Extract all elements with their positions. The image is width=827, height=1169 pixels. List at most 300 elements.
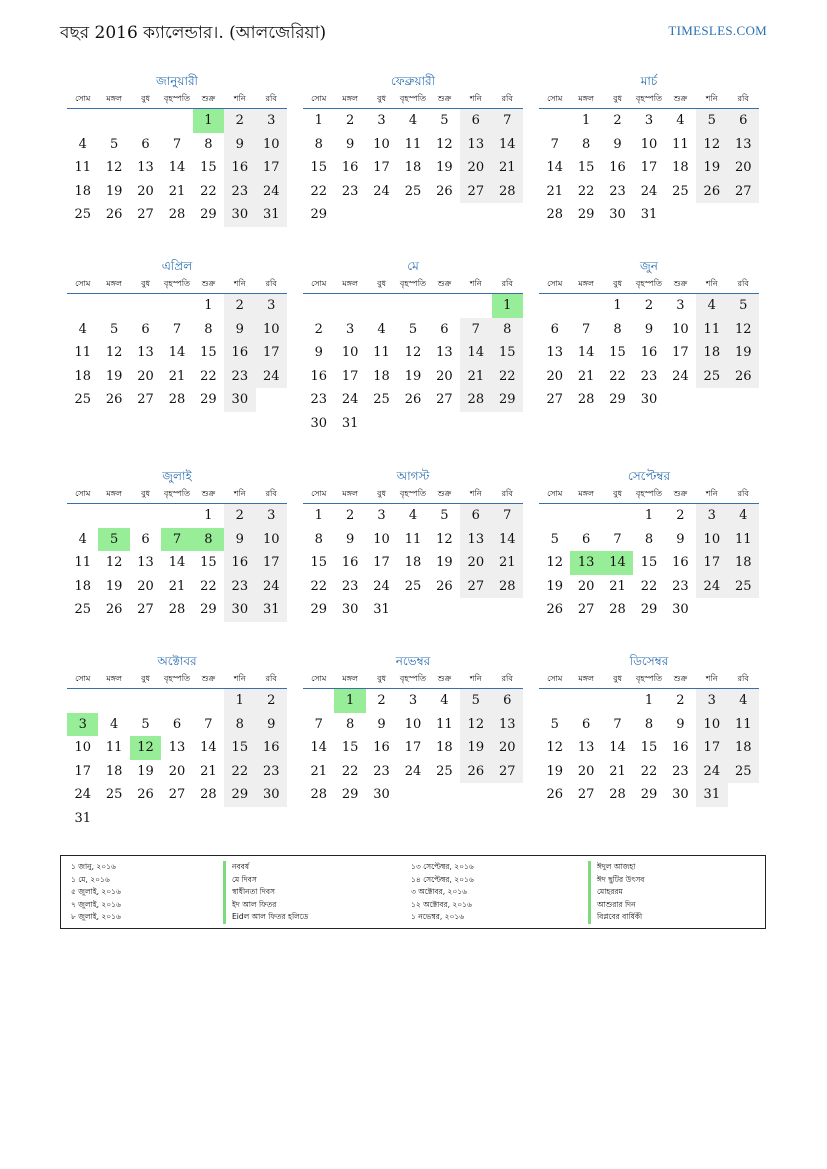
day-cell[interactable]: 1: [204, 298, 213, 313]
day-cell[interactable]: 1: [644, 693, 654, 708]
day-cell[interactable]: 24: [256, 575, 287, 599]
day-cell[interactable]: 27: [577, 602, 595, 617]
day-cell[interactable]: 12: [404, 345, 422, 360]
day-cell[interactable]: 3: [345, 321, 355, 337]
day-cell[interactable]: 26: [436, 578, 453, 594]
day-cell[interactable]: 19: [105, 578, 123, 594]
day-cell[interactable]: 7: [172, 136, 182, 152]
day-cell[interactable]: 17: [696, 736, 727, 760]
day-cell[interactable]: 10: [696, 528, 727, 552]
day-cell[interactable]: 12: [546, 740, 563, 755]
day-cell[interactable]: 22: [492, 365, 523, 389]
day-cell[interactable]: 10: [672, 321, 689, 337]
day-cell[interactable]: 4: [728, 689, 759, 713]
day-cell[interactable]: 28: [609, 787, 626, 802]
holiday-day-cell[interactable]: 14: [602, 551, 633, 575]
day-cell[interactable]: 7: [613, 531, 622, 547]
day-cell[interactable]: 7: [613, 716, 622, 732]
day-cell[interactable]: 5: [109, 136, 119, 152]
day-cell[interactable]: 25: [728, 575, 759, 599]
day-cell[interactable]: 15: [200, 160, 217, 175]
day-cell[interactable]: 6: [581, 531, 591, 547]
day-cell[interactable]: 4: [408, 113, 418, 128]
day-cell[interactable]: 22: [200, 578, 217, 594]
day-cell[interactable]: 4: [109, 716, 119, 732]
day-cell[interactable]: 27: [168, 787, 186, 802]
day-cell[interactable]: 30: [341, 602, 359, 617]
day-cell[interactable]: 24: [640, 183, 658, 199]
day-cell[interactable]: 2: [224, 109, 255, 133]
day-cell[interactable]: 14: [168, 345, 186, 360]
day-cell[interactable]: 19: [137, 763, 154, 779]
day-cell[interactable]: 7: [314, 716, 323, 732]
day-cell[interactable]: 30: [224, 388, 255, 412]
day-cell[interactable]: 23: [224, 365, 255, 389]
day-cell[interactable]: 30: [640, 392, 658, 407]
day-cell[interactable]: 5: [440, 113, 449, 128]
day-cell[interactable]: 26: [105, 602, 123, 617]
day-cell[interactable]: 7: [492, 109, 523, 133]
day-cell[interactable]: 13: [137, 555, 154, 570]
day-cell[interactable]: 28: [609, 602, 626, 617]
day-cell[interactable]: 7: [460, 318, 491, 342]
day-cell[interactable]: 25: [696, 365, 727, 389]
day-cell[interactable]: 26: [696, 180, 727, 204]
day-cell[interactable]: 13: [436, 345, 453, 360]
day-cell[interactable]: 14: [609, 740, 626, 755]
day-cell[interactable]: 17: [373, 160, 390, 175]
day-cell[interactable]: 30: [609, 207, 626, 222]
day-cell[interactable]: 2: [224, 504, 255, 528]
day-cell[interactable]: 20: [728, 156, 759, 180]
day-cell[interactable]: 2: [613, 113, 622, 128]
day-cell[interactable]: 19: [546, 763, 563, 779]
day-cell[interactable]: 15: [310, 555, 327, 570]
day-cell[interactable]: 11: [728, 528, 759, 552]
day-cell[interactable]: 12: [460, 713, 491, 737]
day-cell[interactable]: 12: [436, 136, 453, 152]
day-cell[interactable]: 19: [436, 555, 453, 570]
day-cell[interactable]: 14: [460, 341, 491, 365]
day-cell[interactable]: 16: [609, 160, 626, 175]
day-cell[interactable]: 29: [224, 783, 255, 807]
day-cell[interactable]: 28: [310, 787, 327, 802]
day-cell[interactable]: 10: [256, 528, 287, 552]
day-cell[interactable]: 10: [373, 136, 390, 152]
day-cell[interactable]: 4: [728, 504, 759, 528]
day-cell[interactable]: 13: [168, 740, 186, 755]
day-cell[interactable]: 4: [78, 321, 87, 337]
day-cell[interactable]: 16: [224, 156, 255, 180]
day-cell[interactable]: 8: [613, 321, 622, 337]
day-cell[interactable]: 16: [672, 555, 689, 570]
day-cell[interactable]: 11: [672, 136, 689, 152]
day-cell[interactable]: 5: [550, 531, 559, 547]
day-cell[interactable]: 14: [546, 160, 563, 175]
day-cell[interactable]: 15: [609, 345, 626, 360]
day-cell[interactable]: 12: [436, 531, 453, 547]
day-cell[interactable]: 31: [373, 602, 390, 617]
day-cell[interactable]: 22: [310, 578, 327, 594]
day-cell[interactable]: 5: [550, 716, 559, 732]
day-cell[interactable]: 30: [672, 602, 689, 617]
day-cell[interactable]: 24: [341, 392, 359, 407]
day-cell[interactable]: 7: [204, 716, 213, 732]
day-cell[interactable]: 5: [728, 294, 759, 318]
day-cell[interactable]: 6: [172, 716, 182, 732]
day-cell[interactable]: 22: [341, 763, 359, 779]
day-cell[interactable]: 24: [256, 365, 287, 389]
day-cell[interactable]: 28: [492, 180, 523, 204]
day-cell[interactable]: 6: [141, 321, 150, 337]
day-cell[interactable]: 9: [314, 345, 323, 360]
day-cell[interactable]: 17: [696, 551, 727, 575]
day-cell[interactable]: 30: [373, 787, 390, 802]
day-cell[interactable]: 21: [546, 183, 563, 199]
day-cell[interactable]: 23: [373, 763, 390, 779]
day-cell[interactable]: 29: [310, 207, 327, 222]
day-cell[interactable]: 25: [74, 602, 91, 617]
day-cell[interactable]: 8: [644, 716, 654, 732]
day-cell[interactable]: 31: [256, 203, 287, 227]
day-cell[interactable]: 8: [314, 136, 323, 152]
day-cell[interactable]: 1: [314, 113, 323, 128]
day-cell[interactable]: 14: [168, 555, 186, 570]
day-cell[interactable]: 11: [74, 555, 91, 570]
day-cell[interactable]: 4: [696, 294, 727, 318]
day-cell[interactable]: 22: [200, 183, 217, 199]
day-cell[interactable]: 23: [672, 578, 689, 594]
day-cell[interactable]: 27: [577, 787, 595, 802]
day-cell[interactable]: 27: [436, 392, 453, 407]
day-cell[interactable]: 16: [310, 368, 327, 384]
day-cell[interactable]: 17: [256, 156, 287, 180]
day-cell[interactable]: 4: [78, 136, 87, 152]
day-cell[interactable]: 14: [577, 345, 595, 360]
day-cell[interactable]: 11: [373, 345, 390, 360]
day-cell[interactable]: 9: [676, 531, 685, 547]
day-cell[interactable]: 17: [373, 555, 390, 570]
day-cell[interactable]: 26: [546, 602, 563, 617]
day-cell[interactable]: 18: [672, 160, 689, 175]
day-cell[interactable]: 21: [168, 368, 186, 384]
day-cell[interactable]: 27: [546, 392, 563, 407]
day-cell[interactable]: 23: [224, 575, 255, 599]
day-cell[interactable]: 10: [341, 345, 359, 360]
day-cell[interactable]: 21: [577, 368, 595, 384]
day-cell[interactable]: 16: [224, 341, 255, 365]
day-cell[interactable]: 27: [137, 207, 154, 222]
day-cell[interactable]: 9: [256, 713, 287, 737]
day-cell[interactable]: 22: [224, 760, 255, 784]
day-cell[interactable]: 8: [581, 136, 591, 152]
day-cell[interactable]: 14: [492, 133, 523, 157]
day-cell[interactable]: 28: [546, 207, 563, 222]
day-cell[interactable]: 4: [78, 531, 87, 547]
day-cell[interactable]: 5: [460, 689, 491, 713]
day-cell[interactable]: 15: [577, 160, 595, 175]
day-cell[interactable]: 24: [256, 180, 287, 204]
day-cell[interactable]: 20: [137, 368, 154, 384]
day-cell[interactable]: 25: [74, 392, 91, 407]
day-cell[interactable]: 16: [373, 740, 390, 755]
day-cell[interactable]: 12: [105, 555, 123, 570]
day-cell[interactable]: 26: [728, 365, 759, 389]
day-cell[interactable]: 15: [310, 160, 327, 175]
day-cell[interactable]: 5: [408, 321, 418, 337]
day-cell[interactable]: 18: [728, 551, 759, 575]
day-cell[interactable]: 17: [256, 551, 287, 575]
day-cell[interactable]: 8: [224, 713, 255, 737]
day-cell[interactable]: 8: [314, 531, 323, 547]
day-cell[interactable]: 25: [404, 183, 422, 199]
holiday-day-cell[interactable]: 1: [193, 109, 224, 133]
day-cell[interactable]: 4: [377, 321, 386, 337]
day-cell[interactable]: 23: [640, 368, 658, 384]
day-cell[interactable]: 3: [696, 504, 727, 528]
day-cell[interactable]: 7: [581, 321, 591, 337]
day-cell[interactable]: 21: [168, 183, 186, 199]
day-cell[interactable]: 20: [460, 156, 491, 180]
day-cell[interactable]: 13: [460, 133, 491, 157]
day-cell[interactable]: 3: [696, 689, 727, 713]
day-cell[interactable]: 22: [200, 368, 217, 384]
day-cell[interactable]: 2: [676, 508, 685, 523]
day-cell[interactable]: 11: [404, 136, 422, 152]
day-cell[interactable]: 30: [224, 203, 255, 227]
day-cell[interactable]: 10: [74, 740, 91, 755]
day-cell[interactable]: 20: [436, 368, 453, 384]
day-cell[interactable]: 6: [141, 136, 150, 152]
holiday-day-cell[interactable]: 3: [67, 713, 98, 737]
day-cell[interactable]: 2: [345, 113, 355, 128]
day-cell[interactable]: 17: [640, 160, 658, 175]
day-cell[interactable]: 16: [341, 555, 359, 570]
brand-logo[interactable]: TIMESLES.COM: [668, 23, 767, 38]
day-cell[interactable]: 23: [672, 763, 689, 779]
day-cell[interactable]: 6: [460, 504, 491, 528]
day-cell[interactable]: 25: [373, 392, 390, 407]
day-cell[interactable]: 3: [676, 298, 685, 313]
day-cell[interactable]: 27: [137, 392, 154, 407]
day-cell[interactable]: 11: [74, 160, 91, 175]
day-cell[interactable]: 29: [200, 602, 217, 617]
day-cell[interactable]: 27: [460, 180, 491, 204]
day-cell[interactable]: 1: [204, 508, 213, 523]
day-cell[interactable]: 29: [310, 602, 327, 617]
day-cell[interactable]: 1: [644, 508, 654, 523]
day-cell[interactable]: 15: [640, 555, 658, 570]
day-cell[interactable]: 20: [137, 183, 154, 199]
day-cell[interactable]: 21: [460, 365, 491, 389]
day-cell[interactable]: 15: [200, 555, 217, 570]
day-cell[interactable]: 11: [74, 345, 91, 360]
day-cell[interactable]: 13: [577, 740, 595, 755]
day-cell[interactable]: 19: [105, 368, 123, 384]
day-cell[interactable]: 13: [546, 345, 563, 360]
day-cell[interactable]: 2: [256, 689, 287, 713]
day-cell[interactable]: 21: [609, 578, 626, 594]
day-cell[interactable]: 1: [613, 298, 622, 313]
day-cell[interactable]: 16: [224, 551, 255, 575]
day-cell[interactable]: 14: [168, 160, 186, 175]
day-cell[interactable]: 30: [224, 598, 255, 622]
day-cell[interactable]: 18: [74, 578, 91, 594]
day-cell[interactable]: 26: [105, 207, 123, 222]
holiday-day-cell[interactable]: 12: [130, 736, 161, 760]
day-cell[interactable]: 24: [696, 575, 727, 599]
day-cell[interactable]: 8: [492, 318, 523, 342]
day-cell[interactable]: 22: [310, 183, 327, 199]
day-cell[interactable]: 23: [609, 183, 626, 199]
day-cell[interactable]: 3: [408, 693, 418, 708]
day-cell[interactable]: 5: [696, 109, 727, 133]
day-cell[interactable]: 27: [728, 180, 759, 204]
day-cell[interactable]: 26: [436, 183, 453, 199]
day-cell[interactable]: 11: [105, 740, 123, 755]
day-cell[interactable]: 6: [728, 109, 759, 133]
holiday-day-cell[interactable]: 1: [334, 689, 365, 713]
day-cell[interactable]: 6: [581, 716, 591, 732]
day-cell[interactable]: 29: [200, 392, 217, 407]
day-cell[interactable]: 10: [373, 531, 390, 547]
day-cell[interactable]: 2: [314, 321, 323, 337]
day-cell[interactable]: 25: [105, 787, 123, 802]
holiday-day-cell[interactable]: 13: [570, 551, 601, 575]
day-cell[interactable]: 5: [109, 321, 119, 337]
day-cell[interactable]: 2: [676, 693, 685, 708]
day-cell[interactable]: 6: [440, 321, 449, 337]
day-cell[interactable]: 13: [137, 160, 154, 175]
day-cell[interactable]: 19: [460, 736, 491, 760]
day-cell[interactable]: 20: [168, 763, 186, 779]
day-cell[interactable]: 8: [204, 136, 213, 152]
day-cell[interactable]: 15: [224, 736, 255, 760]
day-cell[interactable]: 11: [696, 318, 727, 342]
day-cell[interactable]: 18: [404, 160, 422, 175]
day-cell[interactable]: 24: [404, 763, 422, 779]
day-cell[interactable]: 22: [640, 578, 658, 594]
day-cell[interactable]: 23: [256, 760, 287, 784]
day-cell[interactable]: 14: [310, 740, 327, 755]
day-cell[interactable]: 27: [137, 602, 154, 617]
day-cell[interactable]: 15: [200, 345, 217, 360]
day-cell[interactable]: 9: [224, 318, 255, 342]
day-cell[interactable]: 3: [377, 508, 386, 523]
day-cell[interactable]: 29: [640, 787, 658, 802]
day-cell[interactable]: 23: [341, 578, 359, 594]
day-cell[interactable]: 15: [492, 341, 523, 365]
day-cell[interactable]: 7: [172, 321, 182, 337]
day-cell[interactable]: 28: [168, 207, 186, 222]
day-cell[interactable]: 6: [460, 109, 491, 133]
day-cell[interactable]: 29: [577, 207, 595, 222]
day-cell[interactable]: 18: [696, 341, 727, 365]
day-cell[interactable]: 9: [613, 136, 622, 152]
day-cell[interactable]: 1: [314, 508, 323, 523]
day-cell[interactable]: 30: [672, 787, 689, 802]
day-cell[interactable]: 11: [728, 713, 759, 737]
day-cell[interactable]: 22: [640, 763, 658, 779]
day-cell[interactable]: 24: [696, 760, 727, 784]
day-cell[interactable]: 25: [672, 183, 689, 199]
day-cell[interactable]: 25: [436, 763, 453, 779]
day-cell[interactable]: 6: [492, 689, 523, 713]
day-cell[interactable]: 12: [696, 133, 727, 157]
day-cell[interactable]: 30: [256, 783, 287, 807]
day-cell[interactable]: 7: [550, 136, 559, 152]
day-cell[interactable]: 29: [492, 388, 523, 412]
holiday-day-cell[interactable]: 5: [98, 528, 129, 552]
day-cell[interactable]: 2: [377, 693, 386, 708]
day-cell[interactable]: 28: [168, 392, 186, 407]
day-cell[interactable]: 9: [345, 136, 355, 152]
day-cell[interactable]: 18: [74, 183, 91, 199]
day-cell[interactable]: 5: [440, 508, 449, 523]
day-cell[interactable]: 13: [137, 345, 154, 360]
day-cell[interactable]: 28: [200, 787, 217, 802]
day-cell[interactable]: 13: [728, 133, 759, 157]
day-cell[interactable]: 3: [256, 294, 287, 318]
day-cell[interactable]: 19: [546, 578, 563, 594]
day-cell[interactable]: 23: [341, 183, 359, 199]
day-cell[interactable]: 17: [672, 345, 689, 360]
day-cell[interactable]: 18: [728, 736, 759, 760]
day-cell[interactable]: 6: [141, 531, 150, 547]
day-cell[interactable]: 8: [204, 321, 213, 337]
day-cell[interactable]: 9: [345, 531, 355, 547]
day-cell[interactable]: 20: [137, 578, 154, 594]
day-cell[interactable]: 10: [256, 133, 287, 157]
day-cell[interactable]: 23: [310, 392, 327, 407]
day-cell[interactable]: 4: [408, 508, 418, 523]
day-cell[interactable]: 20: [546, 368, 563, 384]
day-cell[interactable]: 21: [492, 156, 523, 180]
day-cell[interactable]: 27: [460, 575, 491, 599]
day-cell[interactable]: 21: [492, 551, 523, 575]
day-cell[interactable]: 23: [224, 180, 255, 204]
day-cell[interactable]: 10: [404, 716, 422, 732]
day-cell[interactable]: 20: [460, 551, 491, 575]
day-cell[interactable]: 18: [74, 368, 91, 384]
day-cell[interactable]: 22: [577, 183, 595, 199]
day-cell[interactable]: 9: [644, 321, 654, 337]
day-cell[interactable]: 13: [460, 528, 491, 552]
day-cell[interactable]: 1: [581, 113, 591, 128]
day-cell[interactable]: 9: [224, 133, 255, 157]
day-cell[interactable]: 19: [696, 156, 727, 180]
day-cell[interactable]: 24: [672, 368, 689, 384]
day-cell[interactable]: 13: [492, 713, 523, 737]
day-cell[interactable]: 26: [105, 392, 123, 407]
day-cell[interactable]: 28: [168, 602, 186, 617]
day-cell[interactable]: 4: [440, 693, 449, 708]
day-cell[interactable]: 15: [341, 740, 359, 755]
day-cell[interactable]: 25: [404, 578, 422, 594]
day-cell[interactable]: 26: [460, 760, 491, 784]
day-cell[interactable]: 8: [644, 531, 654, 547]
day-cell[interactable]: 28: [577, 392, 595, 407]
day-cell[interactable]: 29: [640, 602, 658, 617]
day-cell[interactable]: 21: [168, 578, 186, 594]
day-cell[interactable]: 19: [105, 183, 123, 199]
day-cell[interactable]: 11: [404, 531, 422, 547]
day-cell[interactable]: 31: [696, 783, 727, 807]
day-cell[interactable]: 10: [256, 318, 287, 342]
day-cell[interactable]: 28: [460, 388, 491, 412]
day-cell[interactable]: 18: [404, 555, 422, 570]
day-cell[interactable]: 18: [373, 368, 390, 384]
